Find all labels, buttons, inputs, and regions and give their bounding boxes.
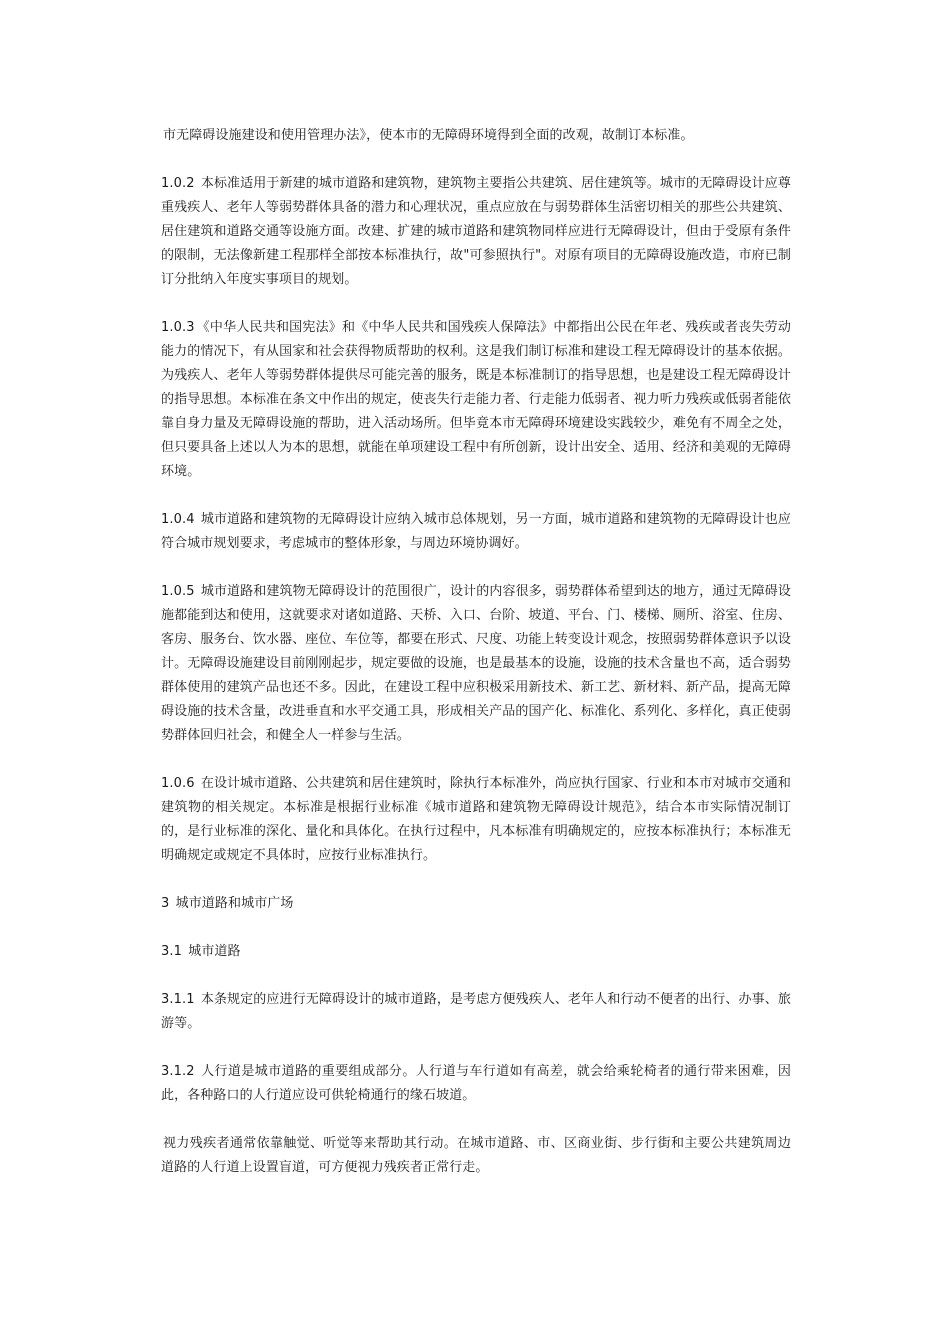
- clause-text: 市无障碍设施建设和使用管理办法》，使本市的无障碍环境得到全面的改观，故制订本标准。: [163, 128, 694, 143]
- clause-1-0-6: [161, 772, 791, 868]
- section-title: 城市道路和城市广场: [175, 896, 294, 911]
- paragraph-intro-continued: [161, 124, 791, 148]
- section-heading-3-1: [161, 940, 791, 964]
- clause-text: 《中华人民共和国宪法》和《中华人民共和国残疾人保障法》中都指出公民在年老、残疾或者丧失劳动能力的情况下，有从国家和社会获得物质帮助的权利。这是我们制订标准和建设工程无障碍设计的基本依据。为残疾人、老年人等弱势群体提供尽可能完善的服务，既是本标准制订的指导思想，也是建设工程无障碍设计的指导思想。本标准在条文中作出的规定，使丧失行走能力者、行走能力低弱者、视力听力残疾或低弱者能依靠自身力量及无障碍设施的帮助，进入活动场所。但毕竟本市无障碍环境建设实践较少，难免有不周全之处，但只要具备上述以人为本的思想，就能在单项建设工程中有所创新，设计出安全、适用、经济和美观的无障碍环境。: [161, 320, 791, 479]
- section-heading-3: [161, 892, 791, 916]
- clause-text: 本标准适用于新建的城市道路和建筑物，建筑物主要指公共建筑、居住建筑等。城市的无障碍设计应尊重残疾人、老年人等弱势群体具备的潜力和心理状况，重点应放在与弱势群体生活密切相关的那些公共建筑、居住建筑和道路交通等设施方面。改建、扩建的城市道路和建筑物同样应进行无障碍设计，但由于受原有条件的限制，无法像新建工程那样全部按本标准执行，故"可参照执行"。对原有项目的无障碍设施改造，市府已制订分批纳入年度实事项目的规划。: [161, 176, 791, 287]
- clause-1-0-5: [161, 580, 791, 748]
- section-number: 3.1: [161, 944, 182, 959]
- clause-1-0-3: [161, 316, 791, 484]
- clause-3-1-1: [161, 988, 791, 1036]
- clause-1-0-2: [161, 172, 791, 292]
- document-body: [161, 124, 791, 1204]
- clause-text: 人行道是城市道路的重要组成部分。人行道与车行道如有高差，就会给乘轮椅者的通行带来困难，因此，各种路口的人行道应设可供轮椅通行的缘石坡道。: [161, 1064, 791, 1103]
- paragraph-tactile-paving: [161, 1132, 791, 1180]
- clause-number: 1.0.6: [161, 776, 195, 791]
- clause-text: 城市道路和建筑物无障碍设计的范围很广，设计的内容很多，弱势群体希望到达的地方，通过无障碍设施都能到达和使用，这就要求对诸如道路、天桥、入口、台阶、坡道、平台、门、楼梯、厕所、浴室、住房、客房、服务台、饮水器、座位、车位等，都要在形式、尺度、功能上转变设计观念，按照弱势群体意识予以设计。无障碍设施建设目前刚刚起步，规定要做的设施，也是最基本的设施，设施的技术含量也不高，适合弱势群体使用的建筑产品也还不多。因此，在建设工程中应积极采用新技术、新工艺、新材料、新产品，提高无障碍设施的技术含量，改进垂直和水平交通工具，形成相关产品的国产化、标准化、系列化、多样化，真正使弱势群体回归社会，和健全人一样参与生活。: [161, 584, 791, 743]
- clause-3-1-2: [161, 1060, 791, 1108]
- clause-number: 1.0.2: [161, 176, 195, 191]
- clause-number: 1.0.3: [161, 320, 195, 335]
- clause-number: 3.1.2: [161, 1064, 195, 1079]
- clause-text: 本条规定的应进行无障碍设计的城市道路，是考虑方便残疾人、老年人和行动不便者的出行、办事、旅游等。: [161, 992, 791, 1031]
- section-number: 3: [161, 896, 170, 911]
- clause-text: 在设计城市道路、公共建筑和居住建筑时，除执行本标准外，尚应执行国家、行业和本市对城市交通和建筑物的相关规定。本标准是根据行业标准《城市道路和建筑物无障碍设计规范》，结合本市实际情况制订的，是行业标准的深化、量化和具体化。在执行过程中，凡本标准有明确规定的，应按本标准执行；本标准无明确规定或规定不具体时，应按行业标准执行。: [161, 776, 791, 863]
- clause-number: 1.0.4: [161, 512, 195, 527]
- clause-1-0-4: [161, 508, 791, 556]
- section-title: 城市道路: [188, 944, 241, 959]
- clause-number: 1.0.5: [161, 584, 195, 599]
- clause-number: 3.1.1: [161, 992, 195, 1007]
- clause-text: 视力残疾者通常依靠触觉、听觉等来帮助其行动。在城市道路、市、区商业街、步行街和主要公共建筑周边道路的人行道上设置盲道，可方便视力残疾者正常行走。: [161, 1136, 791, 1175]
- clause-text: 城市道路和建筑物的无障碍设计应纳入城市总体规划，另一方面，城市道路和建筑物的无障碍设计也应符合城市规划要求，考虑城市的整体形象，与周边环境协调好。: [161, 512, 791, 551]
